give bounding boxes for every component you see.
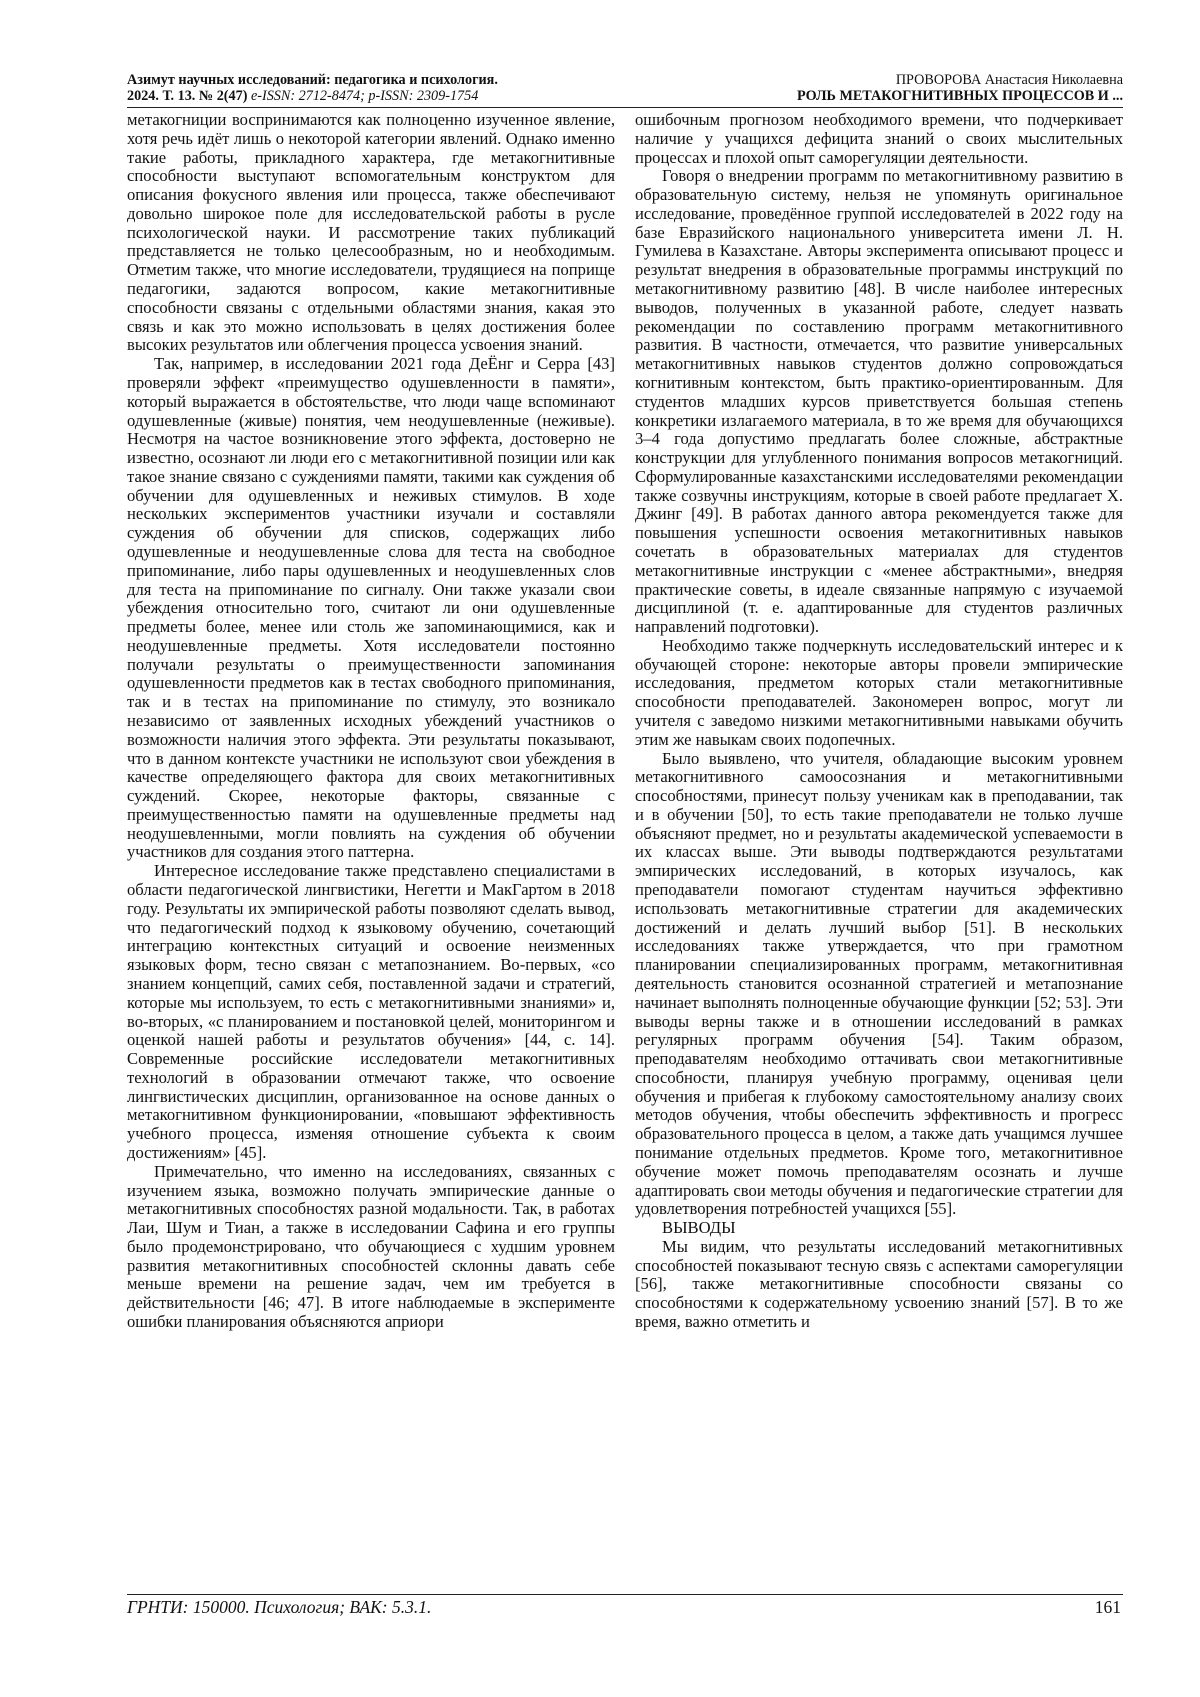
- paragraph: Примечательно, что именно на исследованиях, связанных с изучением языка, возможно получать эмпирические данные о метакогнитивных способностях разной модальности. Так, в работах Лаи, Шум и Тиан, а также в исследовании Сафина и его группы было продемонстрировано, что обучающиеся с худшим уровнем развития метакогнитивных способностей склонны давать себе меньше времени на решение задач, чем им требуется в действительности [46; 47]. В итоге наблюдаемые в эксперименте ошибки планирования объясняются априори: [127, 1161, 615, 1331]
- header-divider: [127, 107, 1123, 108]
- journal-issn: e-ISSN: 2712-8474; p-ISSN: 2309-1754: [247, 88, 479, 104]
- left-column: [127, 111, 615, 1332]
- footer-classification: ГРНТИ: 150000. Психология; ВАК: 5.3.1.: [127, 1597, 432, 1617]
- journal-title: Азимут научных исследований: педагогика и психология.: [127, 72, 498, 88]
- right-column: [635, 111, 1123, 1332]
- article-author: ПРОВОРОВА Анастасия Николаевна: [895, 72, 1123, 88]
- article-short-title: РОЛЬ МЕТАКОГНИТИВНЫХ ПРОЦЕССОВ И ...: [797, 88, 1123, 104]
- paragraph: Говоря о внедрении программ по метакогнитивному развитию в образовательную систему, нельзя не упомянуть оригинальное исследование, проведённое группой исследователей в 2022 году на базе Евразийского национального университета имени Л. Н. Гумилева в Казахстане. Авторы эксперимента описывают процесс и результат внедрения в образовательные программы инструкций по метакогнитивному развитию [48]. В числе наиболее интересных выводов, полученных в указанной работе, следует назвать рекомендации по составлению программ метакогнитивного развития. В частности, отмечается, что развитие универсальных метакогнитивных навыков студентов должно сопровождаться когнитивным контекстом, быть практико-ориентированным. Для студентов младших курсов приветствуется большая степень конкретики излагаемого материала, в то же время для обучающихся 3–4 года допустимо предлагать более сложные, абстрактные конструкции для углубленного понимания вопросов метакогниций. Сформулированные казахстанскими исследователями рекомендации также созвучны инструкциям, которые в своей работе предлагает Х. Джинг [49]. В работах данного автора рекомендуется также для повышения успешности освоения метакогнитивных навыков сочетать в образовательных материалах для студентов метакогнитивные инструкции с «менее абстрактными», внедряя практические советы, в идеале связанные напрямую с изучаемой дисциплиной (т. е. адаптированные для студентов различных направлений подготовки).: [635, 166, 1123, 637]
- journal-issue: 2024. Т. 13. № 2(47): [127, 88, 248, 104]
- footer-divider: [127, 1594, 1123, 1595]
- section-heading: ВЫВОДЫ: [662, 1218, 736, 1238]
- paragraph: Так, например, в исследовании 2021 года ДеЁнг и Серра [43] проверяли эффект «преимущество одушевленности в памяти», который выражается в обстоятельстве, что люди чаще вспоминают одушевленные (живые) понятия, чем неодушевленные (неживые). Несмотря на частое возникновение этого эффекта, достоверно не известно, осознают ли люди его с метакогнитивной позиции или как такое знание связано с суждениями памяти, такими как суждения об обучении для одушевленных и неживых стимулов. В ходе нескольких экспериментов участники изучали и составляли суждения об обучении для списков, содержащих либо одушевленные и неодушевленные слова для теста на свободное припоминание, либо пары одушевленных и неодушевленных слов для теста на припоминание по сигналу. Они также указали свои убеждения относительно того, считают ли они одушевленные предметы более, менее или столь же запоминающимися, как и неодушевленные предметы. Хотя исследователи постоянно получали результаты о преимущественности запоминания одушевленности предметов как в тестах свободного припоминания, так и в тестах на припоминание по стимулу, это возникало независимо от заявленных исходных убеждений участников о возможности наличия этого эффекта. Эти результаты показывают, что в данном контексте участники не используют свои убеждения в качестве определяющего фактора для своих метакогнитивных суждений. Скорее, некоторые факторы, связанные с преимущественностью памяти на одушевленные предметы над неодушевленными, могли повлиять на суждения об обучении участников для создания этого паттерна.: [127, 354, 615, 862]
- paragraph: Необходимо также подчеркнуть исследовательский интерес и к обучающей стороне: некоторые авторы провели эмпирические исследования, предметом которых стали метакогнитивные способности преподавателей. Закономерен вопрос, могут ли учителя с заведомо низкими метакогнитивными навыками обучить этим же навыкам своих подопечных.: [635, 635, 1123, 749]
- paragraph: метакогниции воспринимаются как полноценно изученное явление, хотя речь идёт лишь о некоторой категории явлений. Однако именно такие работы, прикладного характера, где метакогнитивные способности выступают вспомогательным конструктом для описания фокусного явления или процесса, также обеспечивают довольно широкое поле для исследовательской работы в русле психологической науки. И рассмотрение таких публикаций представляется не только целесообразным, но и необходимым. Отметим также, что многие исследователи, трудящиеся на поприще педагогики, задаются вопросом, какие метакогнитивные способности связаны с отдельными областями знания, какая это связь и как это можно использовать в целях достижения более высоких результатов или облегчения процесса усвоения знаний.: [127, 110, 615, 355]
- page-number: 161: [1094, 1597, 1121, 1617]
- paragraph: ошибочным прогнозом необходимого времени, что подчеркивает наличие у учащихся дефицита знаний о своих мыслительных процессах и плохой опыт саморегуляции деятельности.: [635, 110, 1123, 167]
- paragraph: Мы видим, что результаты исследований метакогнитивных способностей показывают тесную связь с аспектами саморегуляции [56], также метакогнитивные способности связаны со способностями к содержательному усвоению знаний [57]. В то же время, важно отметить и: [635, 1236, 1123, 1331]
- paragraph: Интересное исследование также представлено специалистами в области педагогической лингвистики, Негетти и МакГартом в 2018 году. Результаты их эмпирической работы позволяют сделать вывод, что педагогический подход к языковому обучению, сочетающий интеграцию контекстных ситуаций и освоение неизменных языковых форм, тесно связан с метапознанием. Во-первых, «со знанием концепций, самих себя, поставленной задачи и стратегий, которые мы используем, то есть с метакогнитивными знаниями» и, во-вторых, «с планированием и постановкой целей, мониторингом и оценкой нашей работы и результатов обучения» [44, с. 14]. Современные российские исследователи метакогнитивных технологий в образовании отмечают также, что освоение лингвистических дисциплин, организованное на основе данных о метакогнитивном функционировании, «повышают эффективность учебного процесса, изменяя отношение субъекта к своим достижениям» [45].: [127, 861, 615, 1162]
- article-header: [563, 72, 1123, 104]
- paragraph: Было выявлено, что учителя, обладающие высоким уровнем метакогнитивного самоосознания и метакогнитивными способностями, принесут пользу ученикам как в преподавании, так и в обучении [50], то есть такие преподаватели не только лучше объясняют предмет, но и результаты академической успеваемости в их классах выше. Эти выводы подтверждаются результатами эмпирических исследований, в которых изучалось, как преподаватели помогают студентам научиться эффективно использовать метакогнитивные стратегии для академических достижений и делать лучший выбор [51]. В нескольких исследованиях также утверждается, что при грамотном планировании специализированных программ, метакогнитивная деятельность становится осознанной стратегией и метапознание начинает выполнять полноценные обучающие функции [52; 53]. Эти выводы верны также и в отношении исследований в рамках регулярных программ обучения [54]. Таким образом, преподавателям необходимо оттачивать свои метакогнитивные способности, планируя учебную программу, оценивая цели обучения и прибегая к глубокому самостоятельному анализу своих методов обучения, чтобы обеспечить эффективность и прогресс образовательного процесса в целом, а также дать учащимся лучшее понимание отдельных предметов. Кроме того, метакогнитивное обучение может помочь преподавателям осознать и лучше адаптировать свои методы обучения и педагогические стратегии для удовлетворения потребностей учащихся [55].: [635, 748, 1123, 1219]
